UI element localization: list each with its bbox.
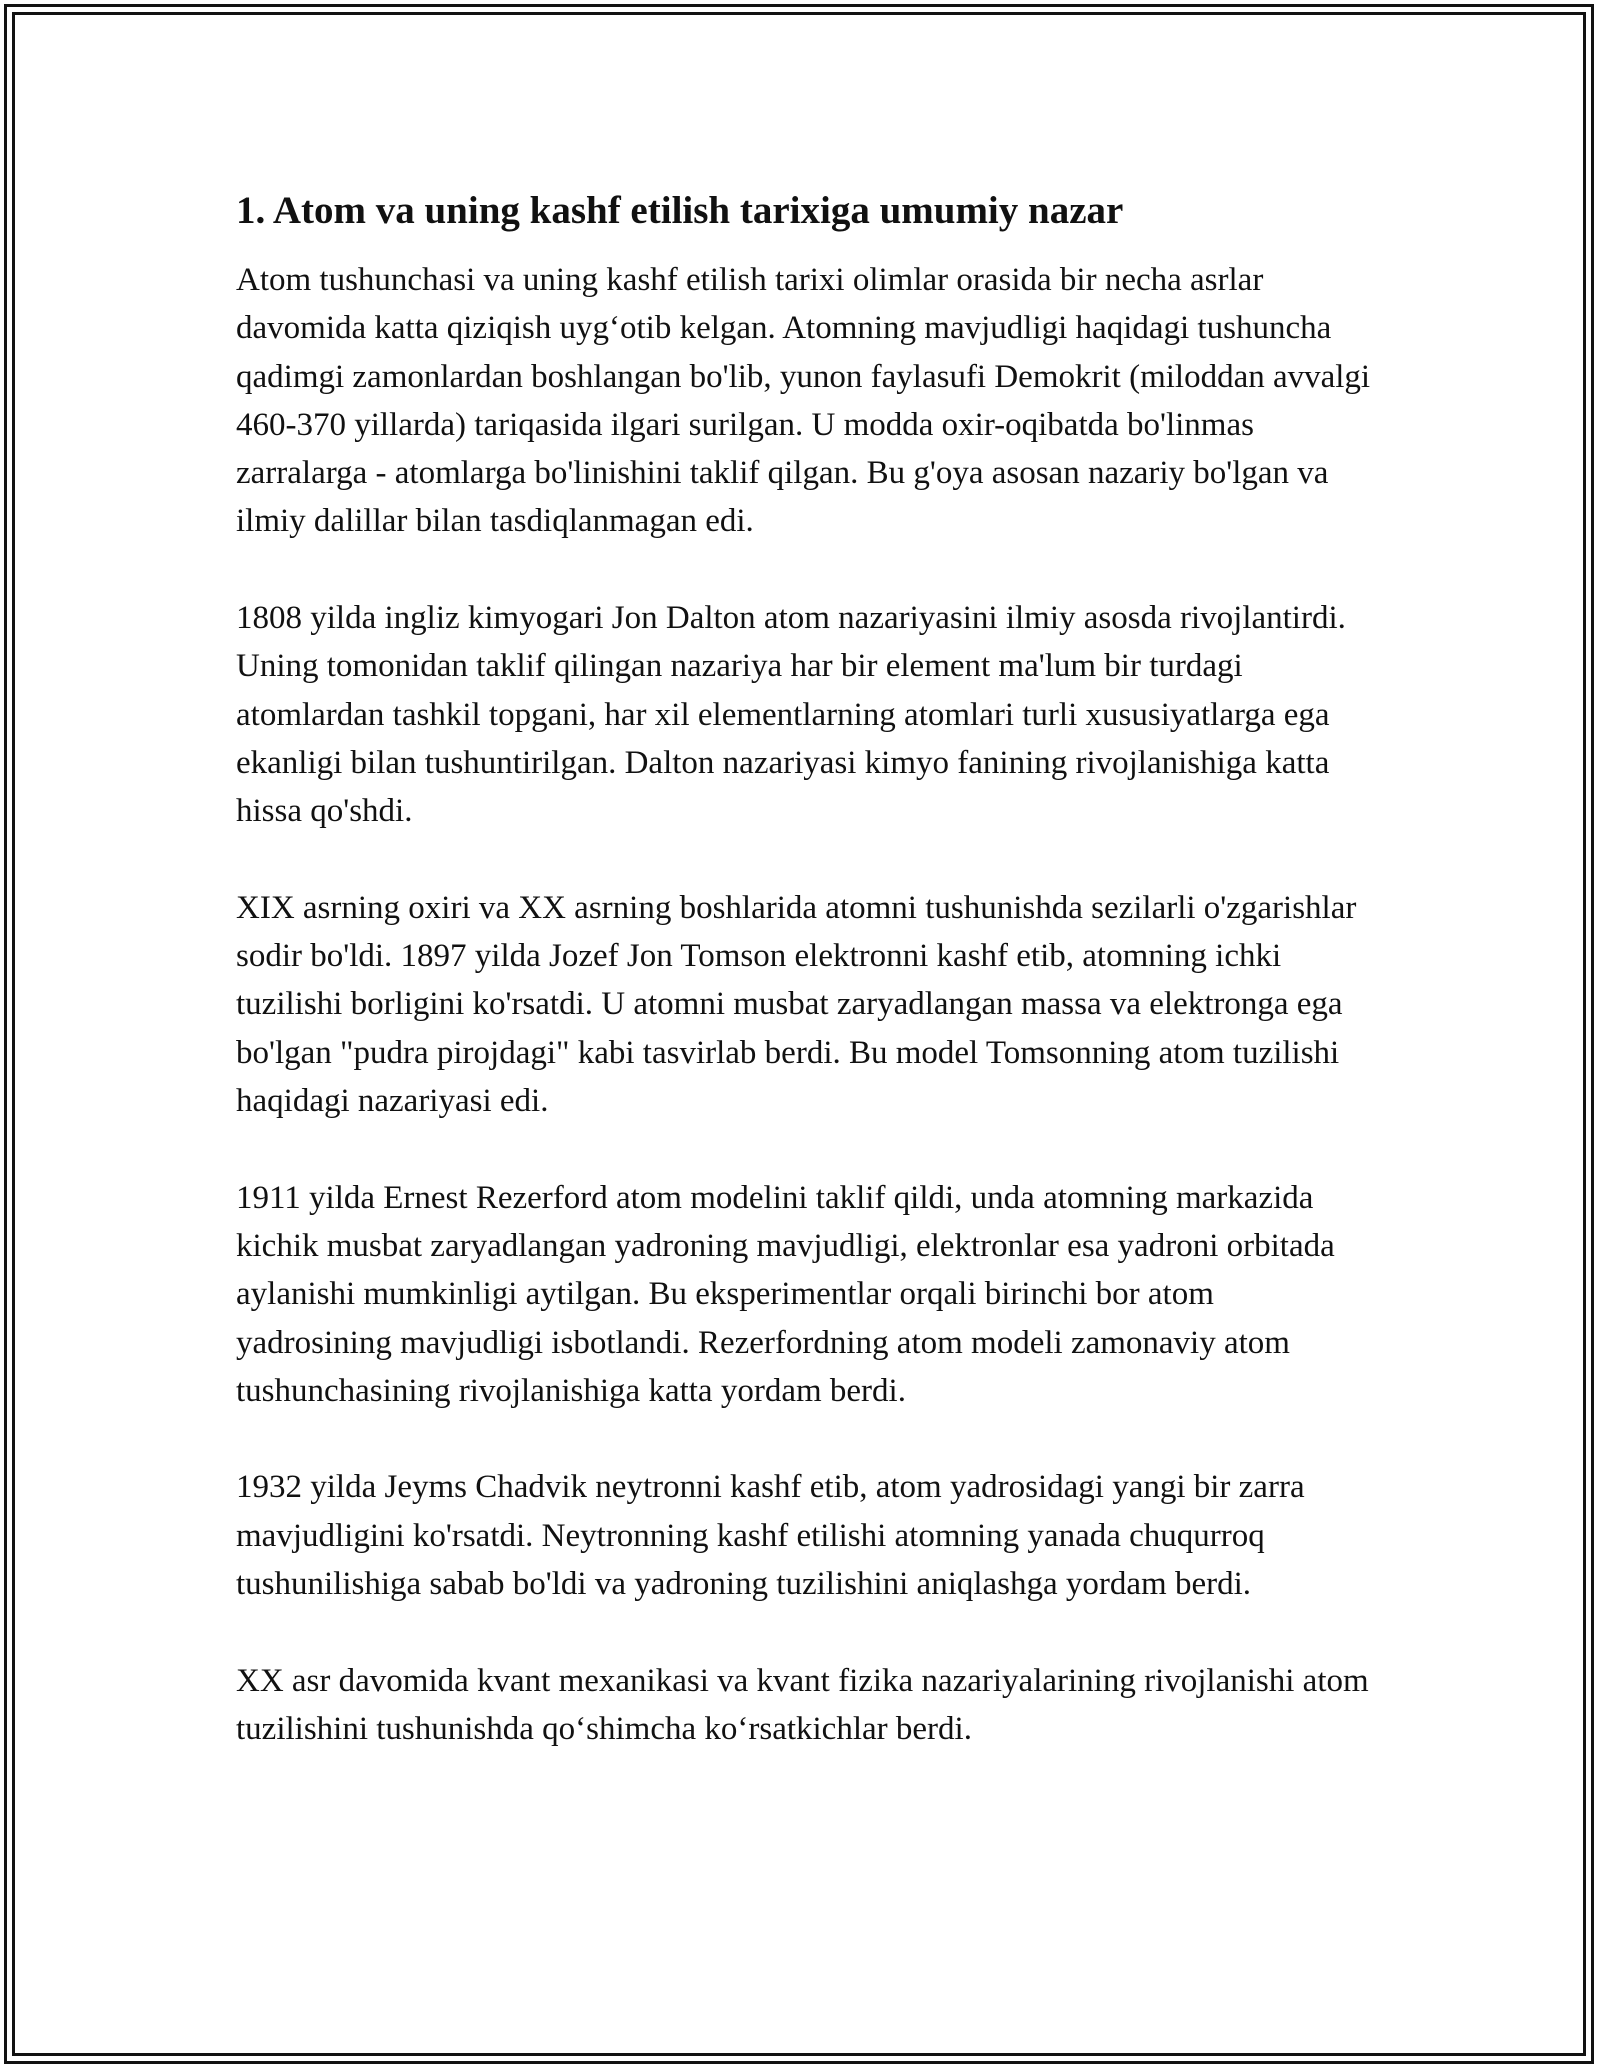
document-body <box>236 186 1376 1753</box>
paragraph-democritus: Atom tushunchasi va uning kashf etilish tarixi olimlar orasida bir necha asrlar davomida katta qiziqish uyg‘otib kelgan. Atomning mavjudligi haqidagi tushuncha qadimgi zamonlardan boshlangan bo'lib, yunon faylasufi Demokrit (miloddan avvalgi 460-370 yillarda) tariqasida ilgari surilgan. U modda oxir-oqibatda bo'linmas zarralarga - atomlarga bo'linishini taklif qilgan. Bu g'oya asosan nazariy bo'lgan va ilmiy dalillar bilan tasdiqlanmagan edi. <box>236 262 1371 540</box>
paragraph-dalton: 1808 yilda ingliz kimyogari Jon Dalton atom nazariyasini ilmiy asosda rivojlantirdi. Uning tomonidan taklif qilingan nazariya har bir element ma'lum bir turdagi atomlardan tashkil topgani, har xil elementlarning atomlari turli xususiyatlarga ega ekanligi bilan tushuntirilgan. Dalton nazariyasi kimyo fanining rivojlanishiga katta hissa qo'shdi. <box>236 600 1346 830</box>
paragraph-quantum: XX asr davomida kvant mexanikasi va kvant fizika nazariyalarining rivojlanishi atom tuzilishini tushunishda qo‘shimcha ko‘rsatkichlar berdi. <box>236 1662 1369 1747</box>
paragraph-rutherford: 1911 yilda Ernest Rezerford atom modelini taklif qildi, unda atomning markazida kichik musbat zaryadlangan yadroning mavjudligi, elektronlar esa yadroni orbitada aylanishi mumkinligi aytilgan. Bu eksperimentlar orqali birinchi bor atom yadrosining mavjudligi isbotlandi. Rezerfordning atom modeli zamonaviy atom tushunchasining rivojlanishiga katta yordam berdi. <box>236 1179 1335 1409</box>
section-heading: 1. Atom va uning kashf etilish tarixiga umumiy nazar <box>236 189 1124 232</box>
paragraph-chadwick: 1932 yilda Jeyms Chadvik neytronni kashf etib, atom yadrosidagi yangi bir zarra mavjudligini ko'rsatdi. Neytronning kashf etilishi atomning yanada chuqurroq tushunilishiga sabab bo'ldi va yadroning tuzilishini aniqlashga yordam berdi. <box>236 1469 1305 1603</box>
paragraph-thomson: XIX asrning oxiri va XX asrning boshlarida atomni tushunishda sezilarli o'zgarishlar sodir bo'ldi. 1897 yilda Jozef Jon Tomson elektronni kashf etib, atomning ichki tuzilishi borligini ko'rsatdi. U atomni musbat zaryadlangan massa va elektronga ega bo'lgan "pudra pirojdagi" kabi tasvirlab berdi. Bu model Tomsonning atom tuzilishi haqidagi nazariyasi edi. <box>236 889 1357 1120</box>
